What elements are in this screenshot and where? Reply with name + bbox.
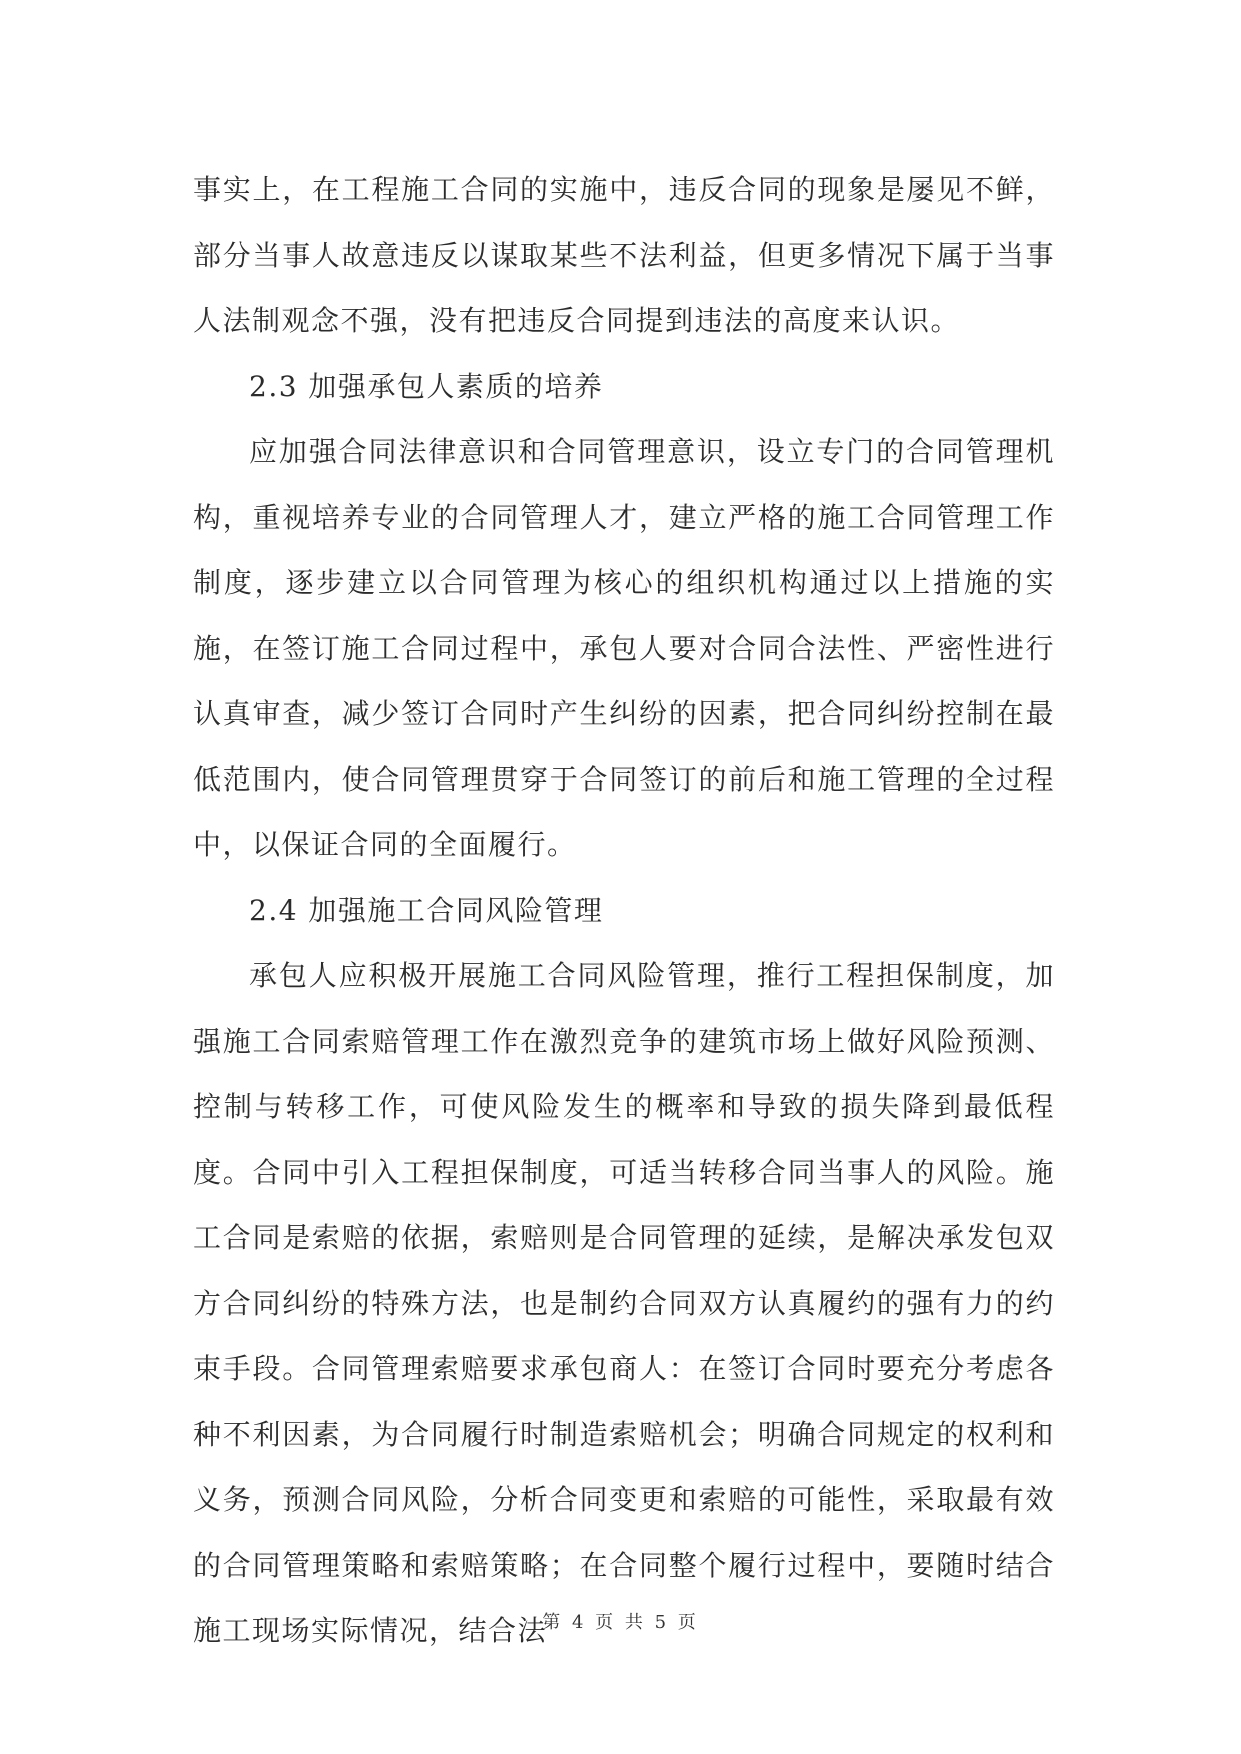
paragraph-continuation: 事实上，在工程施工合同的实施中，违反合同的现象是屡见不鲜，部分当事人故意违反以谋取某些不法利益，但更多情况下属于当事人法制观念不强，没有把违反合同提到违法的高度来认识。 — [193, 173, 1055, 337]
paragraph-body: 应加强合同法律意识和合同管理意识，设立专门的合同管理机构，重视培养专业的合同管理人才，建立严格的施工合同管理工作制度，逐步建立以合同管理为核心的组织机构通过以上措施的实施，在签订施工合同过程中，承包人要对合同合法性、严密性进行认真审查，减少签订合同时产生纠纷的因素，把合同纠纷控制在最低范围内，使合同管理贯穿于合同签订的前后和施工管理的全过程中，以保证合同的全面履行。 — [193, 435, 1055, 861]
document-body — [193, 157, 1055, 1664]
page-number-footer: 第 4 页 共 5 页 — [542, 1612, 699, 1633]
section-heading-2-4: 2.4 加强施工合同风险管理 — [249, 893, 604, 927]
section-heading-2-3: 2.3 加强承包人素质的培养 — [249, 369, 604, 403]
paragraph-body: 承包人应积极开展施工合同风险管理，推行工程担保制度，加强施工合同索赔管理工作在激烈竞争的建筑市场上做好风险预测、控制与转移工作，可使风险发生的概率和导致的损失降到最低程度。合同中引入工程担保制度，可适当转移合同当事人的风险。施工合同是索赔的依据，索赔则是合同管理的延续，是解决承发包双方合同纠纷的特殊方法，也是制约合同双方认真履约的强有力的约束手段。合同管理索赔要求承包商人：在签订合同时要充分考虑各种不利因素，为合同履行时制造索赔机会；明确合同规定的权利和义务，预测合同风险，分析合同变更和索赔的可能性，采取最有效的合同管理策略和索赔策略；在合同整个履行过程中，要随时结合施工现场实际情况，结合法 — [193, 959, 1055, 1647]
